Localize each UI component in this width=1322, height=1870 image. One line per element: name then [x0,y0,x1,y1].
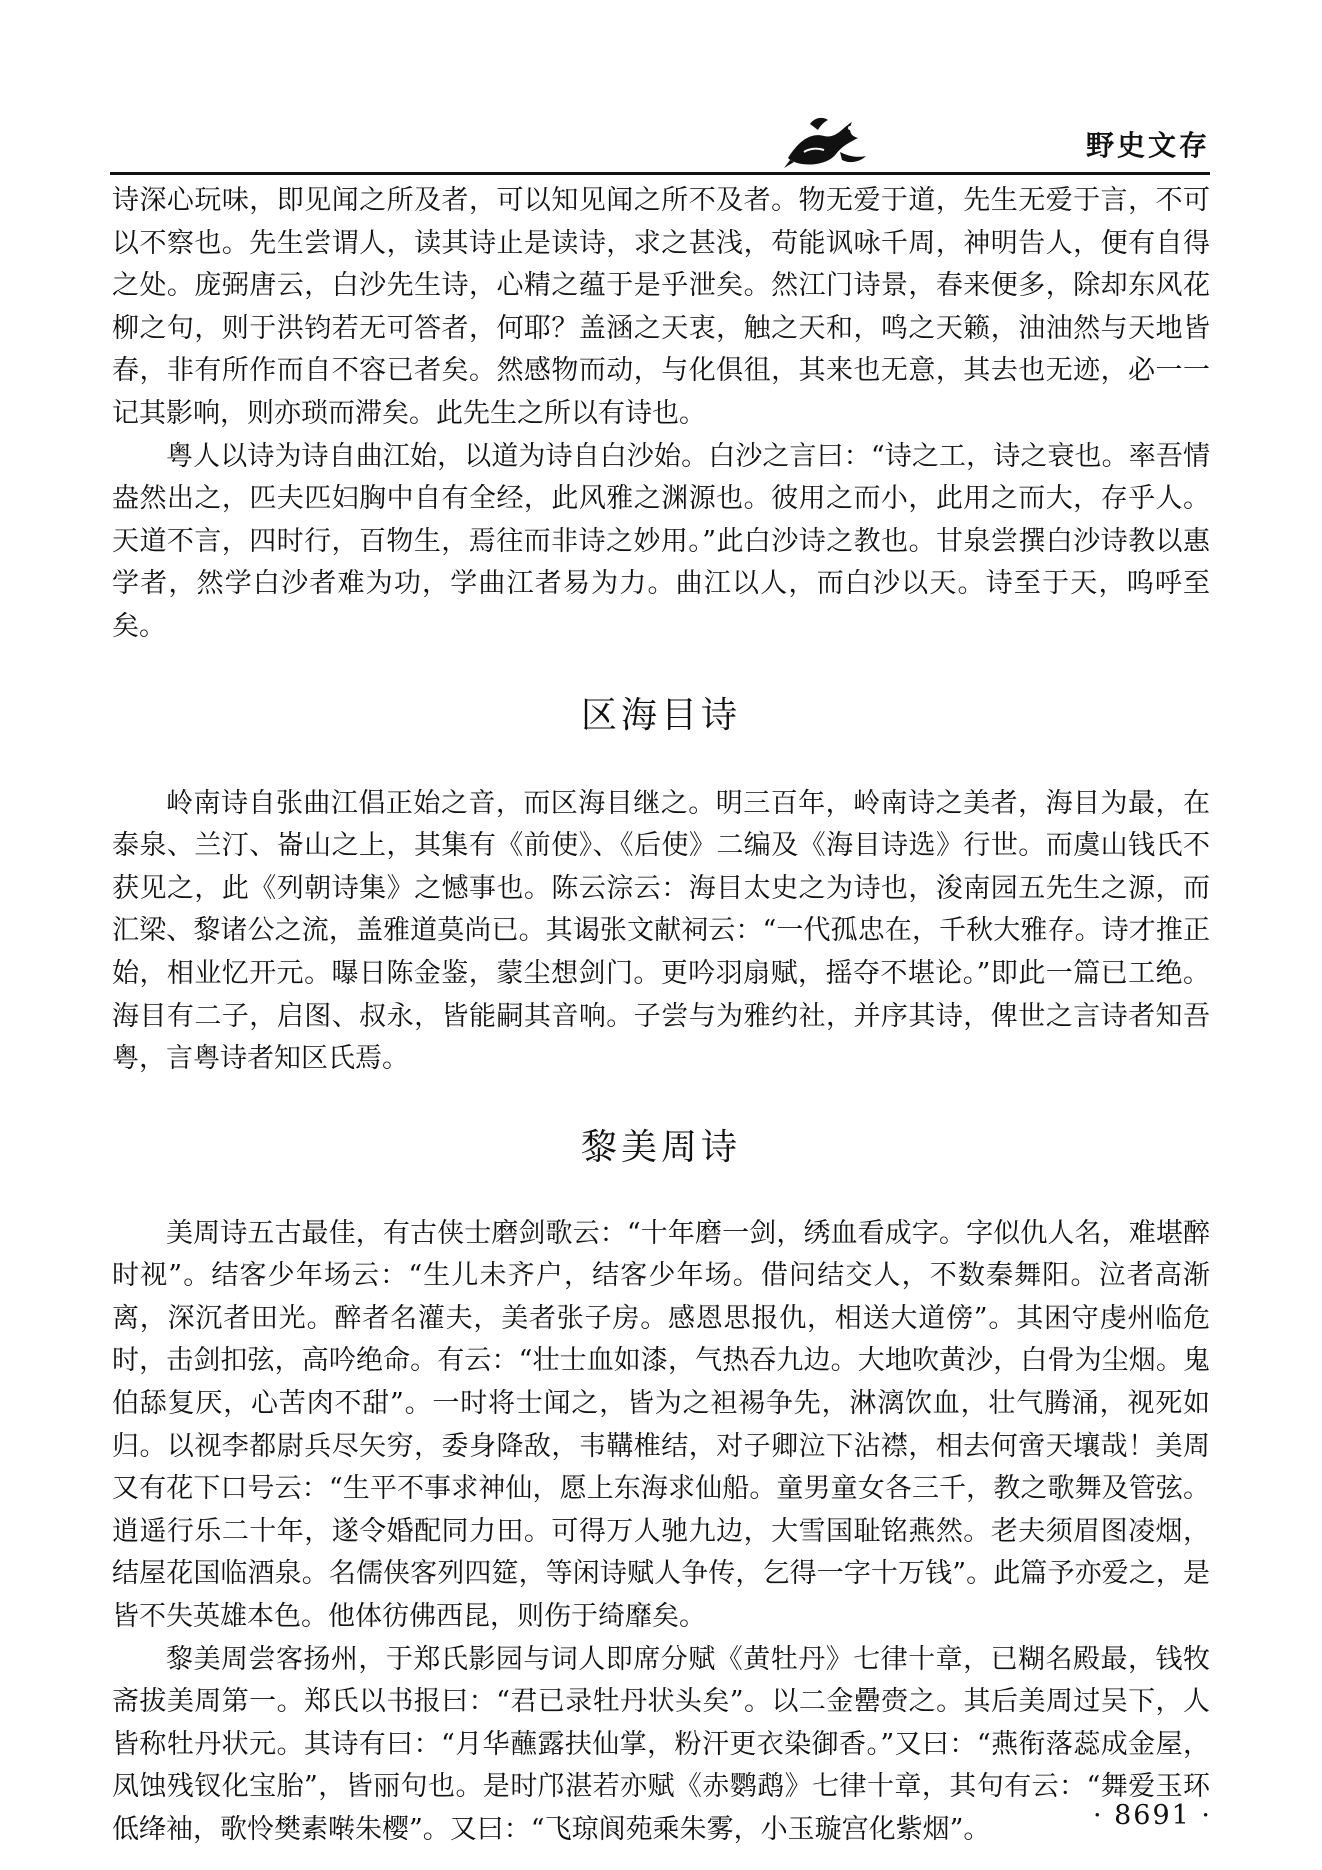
section-title: 区海目诗 [580,694,741,736]
page-number: · 8691 · [1092,1800,1212,1831]
body-paragraph: 美周诗五古最佳，有古侠士磨剑歌云：“十年磨一剑，绣血看成字。字似仇人名，难堪醉时视”。结客少年场云：“生儿未齐户，结客少年场。借问结交人，不数秦舞阳。泣者高渐离，深沉者田光。醉者名灌夫，美者张子房。感恩思报仇，相送大道傍”。其困守虔州临危时，击剑扣弦，高吟绝命。有云：“壮士血如漆，气热吞九边。大地吹黄沙，白骨为尘烟。鬼伯舔复厌，心苦肉不甜”。一时将士闻之，皆为之袒裼争先，淋漓饮血，壮气腾涌，视死如归。以视李都尉兵尽矢穷，委身降敌，韦鞲椎结，对子卿泣下沾襟，相去何啻天壤哉！美周又有花下口号云：“生平不事求神仙，愿上东海求仙船。童男童女各三千，教之歌舞及管弦。逍遥行乐二十年，遂令婚配同力田。可得万人驰九边，大雪国耻铭燕然。老夫须眉图凌烟，结屋花国临酒泉。名儒侠客列四筵，等闲诗赋人争传，乞得一字十万钱”。此篇予亦爱之，是皆不失英雄本色。他体彷佛西昆，则伤于绮靡矣。 [112,1217,1210,1633]
body-paragraph: 黎美周尝客扬州，于郑氏影园与词人即席分赋《黄牡丹》七律十章，已糊名殿最，钱牧斋拔美周第一。郑氏以书报曰：“君已录牡丹状头矣”。以二金罍赍之。其后美周过吴下，人皆称牡丹状元。其诗有曰：“月华蘸露扶仙掌，粉汗更衣染御香。”又曰：“燕衔落蕊成金屋，凤蚀残钗化宝胎”，皆丽句也。是时邝湛若亦赋《赤鹦鹉》七律十章，其句有云：“舞爱玉环低绛袖，歌怜樊素啭朱樱”。又曰：“飞琼阆苑乘朱雾，小玉璇宫化紫烟”。 [112,1643,1210,1845]
header-rule [110,172,1210,175]
page-body [112,180,1210,1852]
section-title: 黎美周诗 [580,1126,741,1168]
body-paragraph: 诗深心玩味，即见闻之所及者，可以知见闻之所不及者。物无爱于道，先生无爱于言，不可以不察也。先生尝谓人，读其诗止是读诗，求之甚浅，苟能讽咏千周，神明告人，便有自得之处。庞弼唐云，白沙先生诗，心精之蕴于是乎泄矣。然江门诗景，春来便多，除却东风花柳之句，则于洪钧若无可答者，何耶？盖涵之天衷，触之天和，鸣之天籁，油油然与天地皆春，非有所作而自不容已者矣。然感物而动，与化俱徂，其来也无意，其去也无迹，必一一记其影响，则亦琐而滞矣。此先生之所以有诗也。 [112,185,1210,429]
body-paragraph: 岭南诗自张曲江倡正始之音，而区海目继之。明三百年，岭南诗之美者，海目为最，在泰泉、兰汀、崙山之上，其集有《前使》、《后使》二编及《海目诗选》行世。而虞山钱氏不获见之，此《列朝诗集》之憾事也。陈云淙云：海目太史之为诗也，浚南园五先生之源，而汇梁、黎诸公之流，盖雅道莫尚已。其谒张文献祠云：“一代孤忠在，千秋大雅存。诗才推正始，相业忆开元。曝日陈金鉴，蒙尘想剑门。更吟羽扇赋，摇夺不堪论。”即此一篇已工绝。海目有二子，启图、叔永，皆能嗣其音响。子尝与为雅约社，并序其诗，俾世之言诗者知吾粤，言粤诗者知区氏焉。 [112,787,1210,1075]
running-header [780,112,1210,172]
running-header-title: 野史文存 [1085,129,1210,162]
body-paragraph: 粤人以诗为诗自曲江始，以道为诗自白沙始。白沙之言曰：“诗之工，诗之衰也。率吾情盎然出之，匹夫匹妇胸中自有全经，此风雅之渊源也。彼用之而小，此用之而大，存乎人。天道不言，四时行，百物生，焉往而非诗之妙用。”此白沙诗之教也。甘泉尝撰白沙诗教以惠学者，然学白沙者难为功，学曲江者易为力。曲江以人，而白沙以天。诗至于天，呜呼至矣。 [112,440,1210,642]
dragon-emblem-icon [780,112,870,170]
